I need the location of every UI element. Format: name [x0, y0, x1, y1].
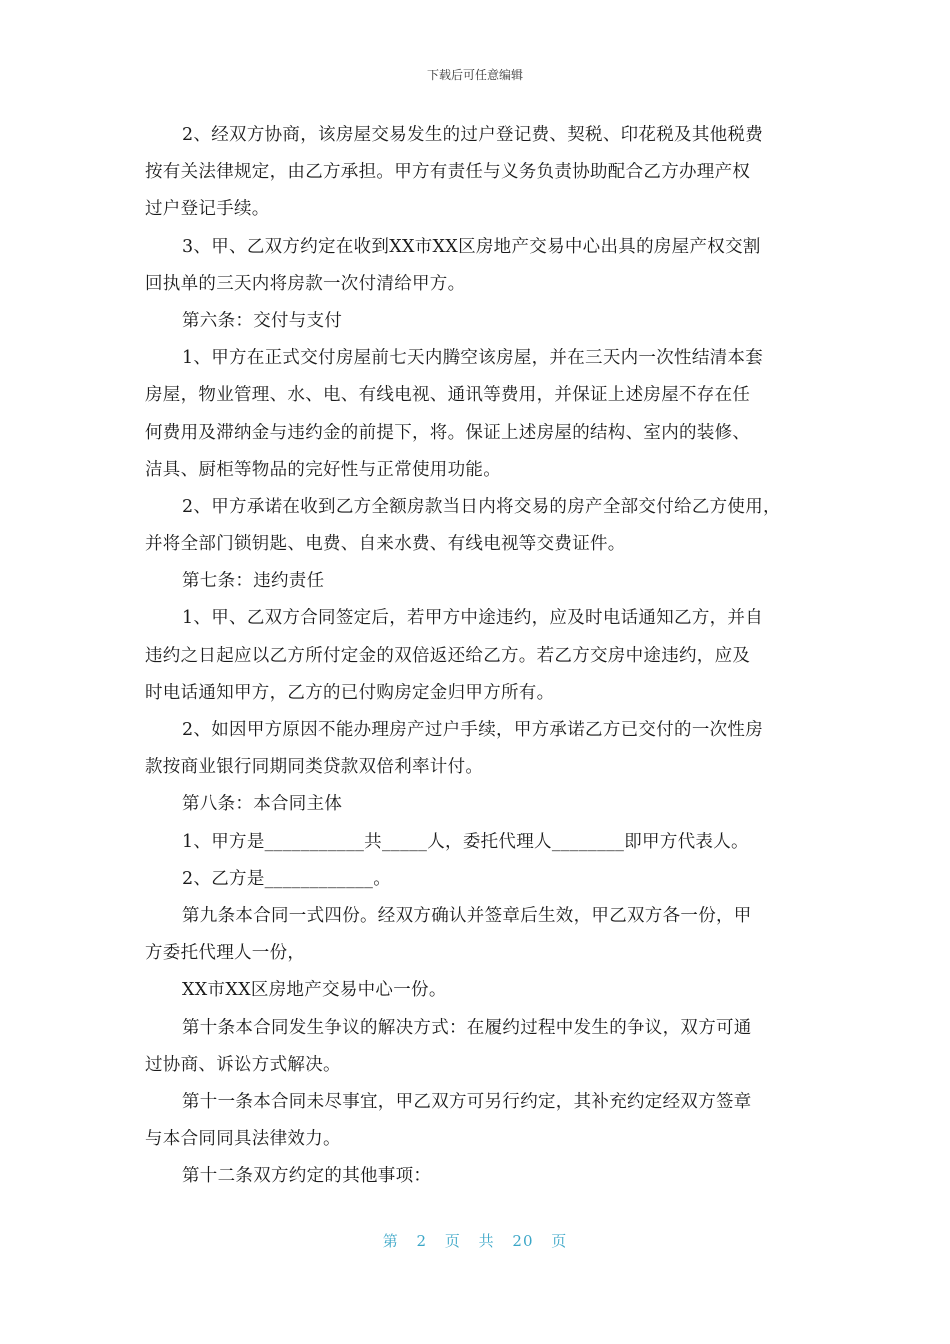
text-line: 按有关法律规定，由乙方承担。甲方有责任与义务负责协助配合乙方办理产权 — [145, 162, 751, 183]
text-line: 款按商业银行同期同类贷款双倍利率计付。 — [145, 757, 484, 778]
footer-page-number: 2 — [416, 1232, 428, 1250]
document-body — [145, 117, 815, 1195]
text-line: 第十一条本合同未尽事宜，甲乙双方可另行约定，其补充约定经双方签章 — [182, 1091, 752, 1112]
page-header: 下载后可任意编辑 — [426, 68, 523, 82]
text-line: 第十条本合同发生争议的解决方式：在履约过程中发生的争议，双方可通 — [182, 1017, 752, 1038]
text-line: 违约之日起应以乙方所付定金的双倍返还给乙方。若乙方交房中途违约，应及 — [145, 645, 751, 666]
text-line: 房屋，物业管理、水、电、有线电视、通讯等费用，并保证上述房屋不存在任 — [145, 385, 751, 406]
text-line: 3、甲、乙双方约定在收到XX市XX区房地产交易中心出具的房屋产权交割 — [182, 236, 761, 257]
text-line: 方委托代理人一份， — [145, 943, 306, 964]
text-line: 过户登记手续。 — [145, 199, 270, 220]
text-line: 第十二条双方约定的其他事项： — [182, 1166, 432, 1187]
footer-word-ye-2: 页 — [551, 1232, 568, 1250]
text-line: 第九条本合同一式四份。经双方确认并签章后生效，甲乙双方各一份，甲 — [182, 905, 752, 926]
text-line: 2、如因甲方原因不能办理房产过户手续，甲方承诺乙方已交付的一次性房 — [182, 720, 764, 740]
text-line: 第八条：本合同主体 — [182, 794, 343, 815]
text-line: 何费用及滞纳金与违约金的前提下，将。保证上述房屋的结构、室内的装修、 — [145, 422, 751, 443]
text-line: 1、甲、乙双方合同签定后，若甲方中途违约，应及时电话通知乙方，并自 — [182, 608, 764, 629]
page-footer — [0, 1230, 950, 1251]
text-line: 时电话通知甲方，乙方的已付购房定金归甲方所有。 — [145, 682, 555, 703]
footer-word-ye: 页 — [444, 1232, 461, 1250]
footer-word-gong: 共 — [478, 1232, 495, 1250]
text-line: 1、甲方是___________共_____人，委托代理人________即甲方代表人。 — [182, 831, 749, 852]
text-line: 过协商、诉讼方式解决。 — [145, 1054, 341, 1075]
text-line: XX市XX区房地产交易中心一份。 — [182, 980, 447, 1001]
text-line: 2、甲方承诺在收到乙方全额房款当日内将交易的房产全部交付给乙方使用， — [182, 496, 781, 517]
text-line: 并将全部门锁钥匙、电费、自来水费、有线电视等交费证件。 — [145, 534, 626, 555]
text-line: 洁具、厨柜等物品的完好性与正常使用功能。 — [145, 459, 501, 480]
text-line: 2、经双方协商，该房屋交易发生的过户登记费、契税、印花税及其他税费 — [182, 125, 764, 145]
text-line: 与本合同同具法律效力。 — [145, 1129, 341, 1150]
text-line: 第六条：交付与支付 — [182, 310, 343, 331]
text-line: 第七条：违约责任 — [182, 571, 325, 592]
text-line: 2、乙方是____________。 — [182, 868, 392, 889]
text-line: 回执单的三天内将房款一次付清给甲方。 — [145, 273, 466, 294]
footer-word-di: 第 — [382, 1232, 399, 1250]
text-line: 1、甲方在正式交付房屋前七天内腾空该房屋，并在三天内一次性结清本套 — [182, 348, 764, 369]
footer-total-pages: 20 — [512, 1232, 534, 1250]
